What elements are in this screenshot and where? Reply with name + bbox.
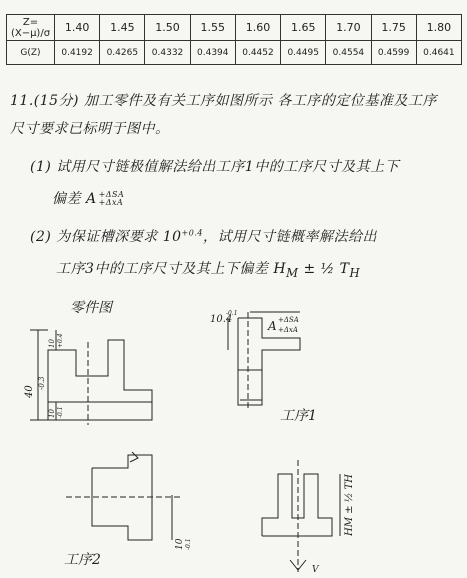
op2-label: 工序2 — [64, 552, 101, 568]
op2-dim-tol: -0.1 — [185, 538, 192, 550]
table-cell: 0.4265 — [100, 41, 145, 65]
op3-drawing — [262, 460, 340, 572]
table-cell: 0.4332 — [145, 41, 190, 65]
table-cell: 1.40 — [55, 15, 100, 41]
part-dim-10-tol: +0.4 — [57, 333, 64, 348]
table-cell: 0.4641 — [416, 41, 461, 65]
part-dim-bottom: 10 — [48, 409, 56, 418]
table-cell: 1.50 — [145, 15, 190, 41]
op2-drawing — [66, 452, 180, 540]
part-dim-bottom-tol: -0.1 — [57, 406, 64, 418]
table-cell: 1.55 — [190, 15, 235, 41]
part-dim-40-tol: -0.3 — [38, 376, 46, 390]
op1-dim-tol: -0.1 — [226, 310, 238, 317]
slot-tolerance: +0.4 — [181, 228, 203, 238]
op3-mark: V — [312, 565, 319, 575]
question-2-line-1 — [30, 226, 377, 246]
op1-A: A — [268, 319, 277, 333]
problem-statement-line-2: 尺寸要求已标明于图中。 — [10, 121, 170, 137]
op1-dim: 10.4 — [210, 314, 233, 325]
question-2-text-pre: (2) 为保证槽深要求 10 — [30, 229, 182, 245]
table-header-gz: G(Z) — [7, 41, 55, 65]
table-header-z: Z=(X−μ)/σ — [7, 15, 55, 41]
subscript-h: H — [349, 265, 361, 280]
normal-distribution-table — [6, 14, 462, 65]
question-2-line-2 — [56, 258, 360, 280]
technical-drawings — [0, 290, 467, 578]
op3-outline — [262, 474, 332, 536]
table-cell: 0.4495 — [281, 41, 326, 65]
part-title: 零件图 — [70, 300, 112, 316]
question-1-line-2 — [52, 188, 124, 208]
op2-clamp-mark — [130, 452, 138, 462]
table-cell: 1.70 — [326, 15, 371, 41]
question-2-text-post: ，试用尺寸链概率解法给出 — [202, 229, 377, 245]
question-1-line-1: (1) 试用尺寸链极值解法给出工序1中的工序尺寸及其上下 — [30, 159, 400, 175]
question-1-text: 偏差 A — [52, 191, 97, 207]
table-cell: 0.4192 — [55, 41, 100, 65]
op2-dim: 10 — [175, 538, 185, 550]
tolerance-A — [99, 191, 125, 207]
problem-statement-line-1: 11.(15分) 加工零件及有关工序如图所示 各工序的定位基准及工序 — [10, 93, 437, 109]
tolerance-lower: +ΔxA — [98, 198, 124, 207]
question-2-plusminus: ± ½ T — [298, 261, 350, 277]
table-cell: 0.4394 — [190, 41, 235, 65]
question-2-text: 工序3中的工序尺寸及其上下偏差 H — [56, 261, 287, 277]
part-dim-40: 40 — [24, 385, 35, 398]
table-cell: 1.45 — [100, 15, 145, 41]
op3-dim: HM ± ½ TH — [344, 474, 355, 536]
table-cell: 1.80 — [416, 15, 461, 41]
table-cell: 1.60 — [235, 15, 280, 41]
subscript-m: M — [286, 265, 299, 280]
table-cell: 1.75 — [371, 15, 416, 41]
op1-A-lower: +ΔxA — [278, 326, 298, 334]
op1-label: 工序1 — [280, 408, 317, 424]
table-cell: 1.65 — [281, 15, 326, 41]
op1-A-upper: +ΔSA — [278, 316, 299, 324]
part-dim-10: 10 — [48, 339, 56, 348]
table-cell: 0.4452 — [235, 41, 280, 65]
table-cell: 0.4599 — [371, 41, 416, 65]
tolerance-upper: +ΔSA — [98, 190, 125, 199]
table-row-gz — [7, 41, 462, 65]
table-row-z — [7, 15, 462, 41]
table-cell: 0.4554 — [326, 41, 371, 65]
